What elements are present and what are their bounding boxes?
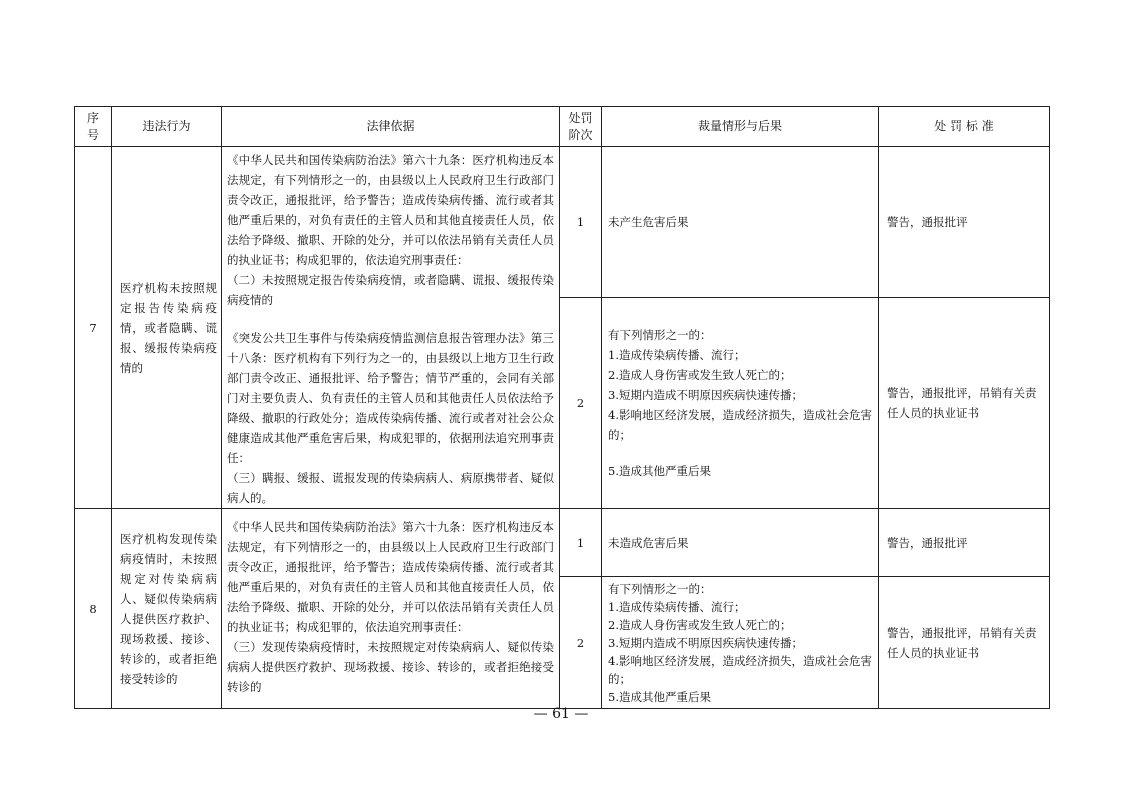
penalty-standard: 警告，通报批评，吊销有关责任人员的执业证书 [879, 577, 1050, 709]
situation-item: 5.造成其他严重后果 [608, 689, 711, 704]
discretion-situation: 未造成危害后果 [602, 509, 879, 577]
situation-intro: 有下列情形之一的： [608, 581, 712, 596]
violation-behavior: 医疗机构发现传染病疫情时，未按照规定对传染病病人、疑似传染病病人提供医疗救护、现场救援、接诊、转诊的，或者拒绝接受转诊的 [112, 509, 222, 709]
table-row-7a [75, 147, 1050, 298]
row-number: 8 [75, 509, 112, 709]
header-behavior: 违法行为 [112, 107, 222, 147]
situation-item: 5.造成其他严重后果 [608, 463, 711, 478]
discretion-situation [602, 577, 879, 709]
situation-item: 1.造成传染病传播、流行； [608, 599, 746, 614]
penalty-level: 2 [560, 297, 602, 508]
header-basis: 法律依据 [222, 107, 560, 147]
header-seq: 序号 [75, 107, 112, 147]
legal-basis [222, 509, 560, 709]
penalty-standard: 警告，通报批评，吊销有关责任人员的执业证书 [879, 297, 1050, 508]
situation-item: 2.造成人身伤害或发生致人死亡的； [608, 617, 792, 632]
legal-basis-text: 《突发公共卫生事件与传染病疫情监测信息报告管理办法》第三十八条：医疗机构有下列行为之一的，由县级以上地方卫生行政部门责令改正、通报批评、给予警告；情节严重的，会同有关部门对主要负责人、负有责任的主管人员和其他责任人员依法给予降级、撤职的行政处分；造成传染病传播、流行或者对社会公众健康造成其他严重危害后果，构成犯罪的，依据刑法追究刑事责任： [227, 331, 554, 465]
header-situation: 裁量情形与后果 [602, 107, 879, 147]
row-number: 7 [75, 147, 112, 509]
legal-basis-item: （二）未按照规定报告传染病疫情，或者隐瞒、谎报、缓报传染病疫情的 [227, 273, 554, 307]
situation-intro: 有下列情形之一的： [608, 327, 712, 342]
penalty-standard: 警告，通报批评 [879, 509, 1050, 577]
situation-item: 4.影响地区经济发展，造成经济损失，造成社会危害的； [608, 653, 872, 686]
penalty-level: 1 [560, 147, 602, 298]
legal-basis-item: （三）瞒报、缓报、谎报发现的传染病病人、病原携带者、疑似病人的。 [227, 471, 554, 505]
situation-item: 1.造成传染病传播、流行； [608, 347, 746, 362]
discretion-situation: 未产生危害后果 [602, 147, 879, 298]
table-row-8a [75, 509, 1050, 577]
legal-basis-text: 《中华人民共和国传染病防治法》第六十九条：医疗机构违反本法规定，有下列情形之一的，由县级以上人民政府卫生行政部门责令改正，通报批评，给予警告；造成传染病传播、流行或者其他严重后果的，对负有责任的主管人员和其他直接责任人员，依法给予降级、撤职、开除的处分，并可以依法吊销有关责任人员的执业证书；构成犯罪的，依法追究刑事责任： [227, 520, 554, 634]
penalty-level: 2 [560, 577, 602, 709]
legal-basis-item: （三）发现传染病疫情时，未按照规定对传染病病人、疑似传染病病人提供医疗救护、现场救援、接诊、转诊的，或者拒绝接受转诊的 [227, 640, 554, 694]
legal-basis [222, 147, 560, 509]
page-number: — 61 — [533, 706, 589, 722]
legal-basis-text: 《中华人民共和国传染病防治法》第六十九条：医疗机构违反本法规定，有下列情形之一的，由县级以上人民政府卫生行政部门责令改正，通报批评，给予警告；造成传染病传播、流行或者其他严重后果的，对负有责任的主管人员和其他直接责任人员，依法给予降级、撤职、开除的处分，并可以依法吊销有关责任人员的执业证书；构成犯罪的，依法追究刑事责任： [227, 153, 554, 267]
situation-item: 4.影响地区经济发展，造成经济损失，造成社会危害的； [608, 407, 872, 442]
discretion-situation [602, 297, 879, 508]
violation-behavior: 医疗机构未按照规定报告传染病疫情，或者隐瞒、谎报、缓报传染病疫情的 [112, 147, 222, 509]
header-row [75, 107, 1050, 147]
header-standard: 处 罚 标 准 [879, 107, 1050, 147]
situation-item: 3.短期内造成不明原因疾病快速传播； [608, 635, 803, 650]
penalty-standard-table [74, 106, 1050, 709]
header-level: 处罚阶次 [560, 107, 602, 147]
situation-item: 3.短期内造成不明原因疾病快速传播； [608, 387, 803, 402]
penalty-level: 1 [560, 509, 602, 577]
situation-item: 2.造成人身伤害或发生致人死亡的； [608, 367, 792, 382]
penalty-standard: 警告，通报批评 [879, 147, 1050, 298]
